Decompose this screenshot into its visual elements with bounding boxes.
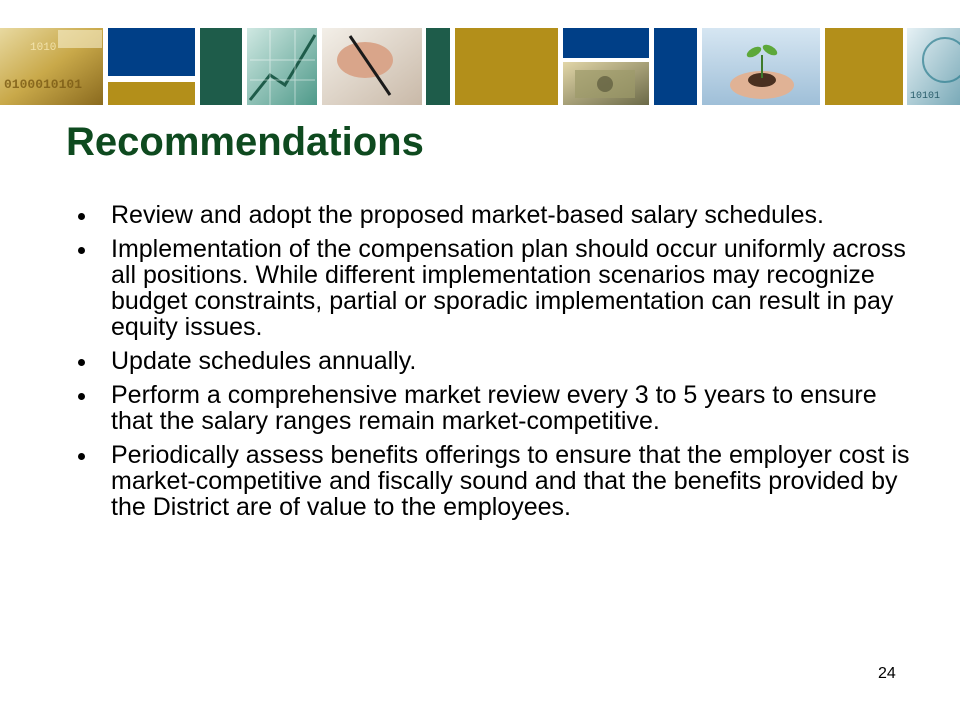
header-banner: [0, 0, 960, 105]
bullet-dot-icon: [78, 247, 85, 254]
list-item: [76, 236, 921, 340]
bullet-text: Perform a comprehensive market review every 3 to 5 years to ensure that the salary ranges remain market-competitive.: [111, 381, 877, 435]
navy-block: [563, 28, 649, 58]
svg-text:0100010101: 0100010101: [4, 77, 83, 92]
bullet-dot-icon: [78, 213, 85, 220]
slide-title: Recommendations: [66, 120, 424, 164]
bullet-text: Review and adopt the proposed market-based salary schedules.: [111, 201, 824, 229]
page-number: 24: [878, 665, 896, 682]
svg-text:1010: 1010: [30, 42, 57, 54]
gold-block: [455, 28, 558, 105]
graph-glass-photo: [247, 28, 317, 105]
pen-writing-photo: [322, 28, 422, 105]
bullet-text: Update schedules annually.: [111, 347, 417, 375]
bullet-text: Implementation of the compensation plan should occur uniformly across all positions. While different implementation scenarios may recognize budget constraints, partial or sporadic implementation can result in pay equity issues.: [111, 235, 906, 341]
gold-block: [825, 28, 903, 105]
navy-block: [654, 28, 697, 105]
list-item: [76, 202, 921, 228]
banner-graphics: [0, 0, 960, 105]
teal-block: [200, 28, 242, 105]
teal-block: [426, 28, 450, 105]
recommendations-list: [76, 202, 921, 528]
money-photo: [563, 62, 649, 105]
list-item: [76, 348, 921, 374]
list-item: [76, 382, 921, 434]
seedling-hands-photo: [702, 28, 820, 105]
bullet-dot-icon: [78, 393, 85, 400]
binary-globe-photo: [907, 28, 960, 105]
binary-code-photo: [0, 28, 103, 105]
bullet-dot-icon: [78, 359, 85, 366]
svg-text:10101: 10101: [910, 91, 941, 102]
navy-block: [108, 28, 195, 76]
bullet-dot-icon: [78, 453, 85, 460]
list-item: [76, 442, 921, 520]
bullet-text: Periodically assess benefits offerings to ensure that the employer cost is market-competitive and fiscally sound and that the benefits provided by the District are of value to the employees.: [111, 441, 910, 521]
gold-strip: [108, 82, 195, 105]
